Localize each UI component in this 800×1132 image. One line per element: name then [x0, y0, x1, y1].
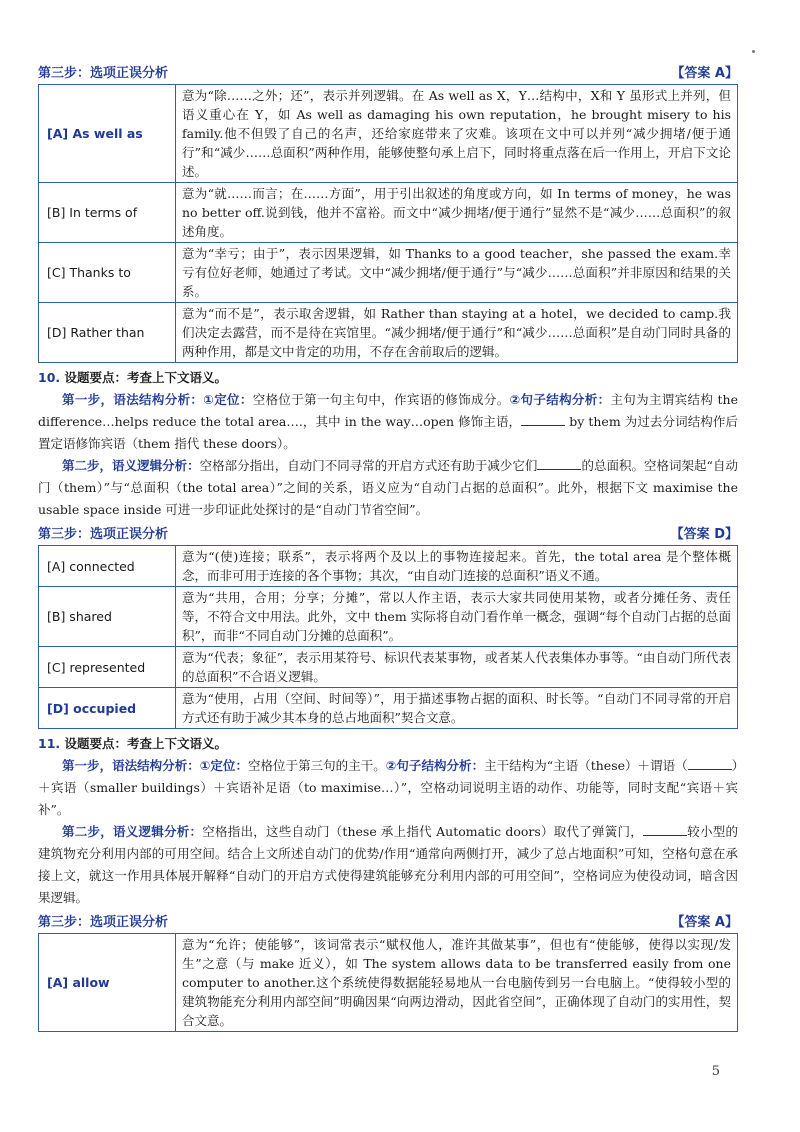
option-analysis: 意为“而不是”，表示取舍逻辑，如 Rather than staying at a hotel，we decided to camp.我们决定去露营，而不是待在宾馆里。“减少拥堵/便于通行”和“减少……总面积”是自动门同时具备的两种作用，都是文中肯定的功用，不存在舍前取后的逻辑。 — [176, 303, 738, 363]
answer-badge: 【答案 D】 — [670, 527, 738, 542]
blank-line — [643, 823, 687, 836]
option-label: [A] allow — [39, 934, 176, 1032]
options-table-q11 — [38, 933, 738, 1032]
page-number: 5 — [711, 1064, 720, 1079]
step3-heading-q11 — [38, 911, 738, 930]
answer-badge: 【答案 A】 — [671, 915, 738, 930]
option-analysis: 意为“允许；使能够”，该词常表示“赋权他人，准许其做某事”，但也有“使能够，使得以实现/发生”之意（与 make 近义），如 The system allows data to be transferred easily from one computer to another.这个系统使得数据能轻易地从一台电脑传到另一台电脑上。“使得较小型的建筑物能充分利用内部空间”明确因果“向两边滑动，因此省空间”，正确体现了自动门的实用性，契合文意。 — [176, 934, 738, 1032]
step3-heading-q9 — [38, 62, 738, 81]
option-analysis: 意为“(使)连接；联系”，表示将两个及以上的事物连接起来。首先，the total area 是个整体概念，而非可用于连接的各个事物；其次，“由自动门连接的总面积”语义不通。 — [176, 546, 738, 587]
option-analysis: 意为“代表；象征”，表示用某符号、标识代表某事物，或者某人代表集体办事等。“由自动门所代表的总面积”不合语义逻辑。 — [176, 647, 738, 688]
blank-line — [537, 457, 581, 470]
step-keyword: 第二步，语义逻辑分析： — [62, 824, 203, 839]
option-row — [39, 243, 738, 303]
sub-keyword: ②句子结构分析： — [509, 392, 611, 407]
question-11-section — [38, 733, 738, 909]
option-row — [39, 546, 738, 587]
option-label: [C] Thanks to — [39, 243, 176, 303]
page-content — [38, 60, 738, 1032]
answer-badge: 【答案 A】 — [671, 66, 738, 81]
option-row — [39, 688, 738, 729]
option-row — [39, 303, 738, 363]
option-row — [39, 183, 738, 243]
sub-keyword: ①定位： — [203, 392, 253, 407]
question-focus: 设题要点：考查上下文语义。 — [60, 370, 228, 385]
step2-paragraph: 第二步，语义逻辑分析：空格部分指出，自动门不同寻常的开启方式还有助于减少它们 的总面积。空格词架起“自动门（them）”与“总面积（the total area）”之间的关系，语义应为“自动门占据的总面积”。此外，根据下文 maximise the usable space inside 可进一步印证此处探讨的是“自动门节省空间”。 — [38, 458, 738, 517]
options-table-q9 — [38, 84, 738, 363]
option-label: [C] represented — [39, 647, 176, 688]
option-label: [A] connected — [39, 546, 176, 587]
step3-title: 第三步：选项正误分析 — [38, 66, 169, 81]
step-keyword: 第一步，语法结构分析： — [62, 758, 200, 773]
step1-paragraph: 第一步，语法结构分析：①定位：空格位于第三句的主干。②句子结构分析：主干结构为“主语（these）＋谓语（ ）＋宾语（smaller buildings）＋宾语补足语（to maximise…）”，空格动词说明主语的动作、功能等，同时支配“宾语＋宾补”。 — [38, 758, 738, 817]
step1-paragraph: 第一步，语法结构分析：①定位：空格位于第一句主句中，作宾语的修饰成分。②句子结构分析：主句为主谓宾结构 the difference…helps reduce the total area….，其中 in the way…open 修饰主语， by them 为过去分词结构作后置定语修饰宾语（them 指代 these doors）。 — [38, 392, 738, 451]
option-label: [A] As well as — [39, 85, 176, 183]
blank-line — [688, 757, 732, 770]
scan-dot — [752, 50, 755, 53]
question-title — [38, 367, 738, 389]
step2-paragraph: 第二步，语义逻辑分析：空格指出，这些自动门（these 承上指代 Automatic doors）取代了弹簧门， 较小型的建筑物充分利用内部的可用空间。结合上文所述自动门的优势/作用“通常向两侧打开，减少了总占地面积”可知，空格句意在承接上文，就这一作用具体展开解释“自动门的开启方式使得建筑能够充分利用内部的可用空间”，空格词应为使役动词，暗含因果逻辑。 — [38, 824, 738, 905]
question-focus: 设题要点：考查上下文语义。 — [60, 736, 228, 751]
step3-title: 第三步：选项正误分析 — [38, 527, 169, 542]
step3-heading-q10 — [38, 523, 738, 542]
option-label: [B] shared — [39, 587, 176, 647]
step-keyword: 第二步，语义逻辑分析： — [62, 458, 200, 473]
option-analysis: 意为“除……之外；还”，表示并列逻辑。在 As well as X，Y…结构中，X和 Y 虽形式上并列，但语义重心在 Y，如 As well as damaging his own reputation，he brought misery to his family.他不但毁了自己的名声，还给家庭带来了灾难。该项在文中可以并列“减少拥堵/便于通行”和“减少……总面积”两种作用，能够使整句承上启下，同时将重点落在后一作用上，开启下文论述。 — [176, 85, 738, 183]
step-keyword: 第一步，语法结构分析： — [62, 392, 204, 407]
option-row — [39, 587, 738, 647]
blank-line — [521, 413, 565, 426]
question-title — [38, 733, 738, 755]
option-analysis: 意为“使用，占用（空间、时间等）”，用于描述事物占据的面积、时长等。“自动门不同寻常的开启方式还有助于减少其本身的总占地面积”契合文意。 — [176, 688, 738, 729]
sub-keyword: ①定位： — [199, 758, 248, 773]
option-analysis: 意为“共用，合用；分享；分摊”，常以人作主语，表示大家共同使用某物，或者分摊任务、责任等，不符合文中用法。此外，文中 them 实际将自动门看作单一概念，强调“每个自动门占据的总面积”，而非“不同自动门分摊的总面积”。 — [176, 587, 738, 647]
question-number: 10. — [38, 370, 61, 385]
question-number: 11. — [38, 736, 61, 751]
option-analysis: 意为“幸亏；由于”，表示因果逻辑，如 Thanks to a good teacher，she passed the exam.幸亏有位好老师，她通过了考试。文中“减少拥堵/便于通行”与“减少……总面积”并非原因和结果的关系。 — [176, 243, 738, 303]
question-10-section — [38, 367, 738, 521]
option-row — [39, 85, 738, 183]
step3-title: 第三步：选项正误分析 — [38, 915, 169, 930]
option-label: [D] Rather than — [39, 303, 176, 363]
option-row — [39, 934, 738, 1032]
option-analysis: 意为“就……而言；在……方面”，用于引出叙述的角度或方向，如 In terms of money，he was no better off.说到钱，他并不富裕。而文中“减少拥堵/便于通行”显然不是“减少……总面积”的叙述角度。 — [176, 183, 738, 243]
options-table-q10 — [38, 545, 738, 729]
option-row — [39, 647, 738, 688]
option-label: [D] occupied — [39, 688, 176, 729]
option-label: [B] In terms of — [39, 183, 176, 243]
sub-keyword: ②句子结构分析： — [385, 758, 485, 773]
